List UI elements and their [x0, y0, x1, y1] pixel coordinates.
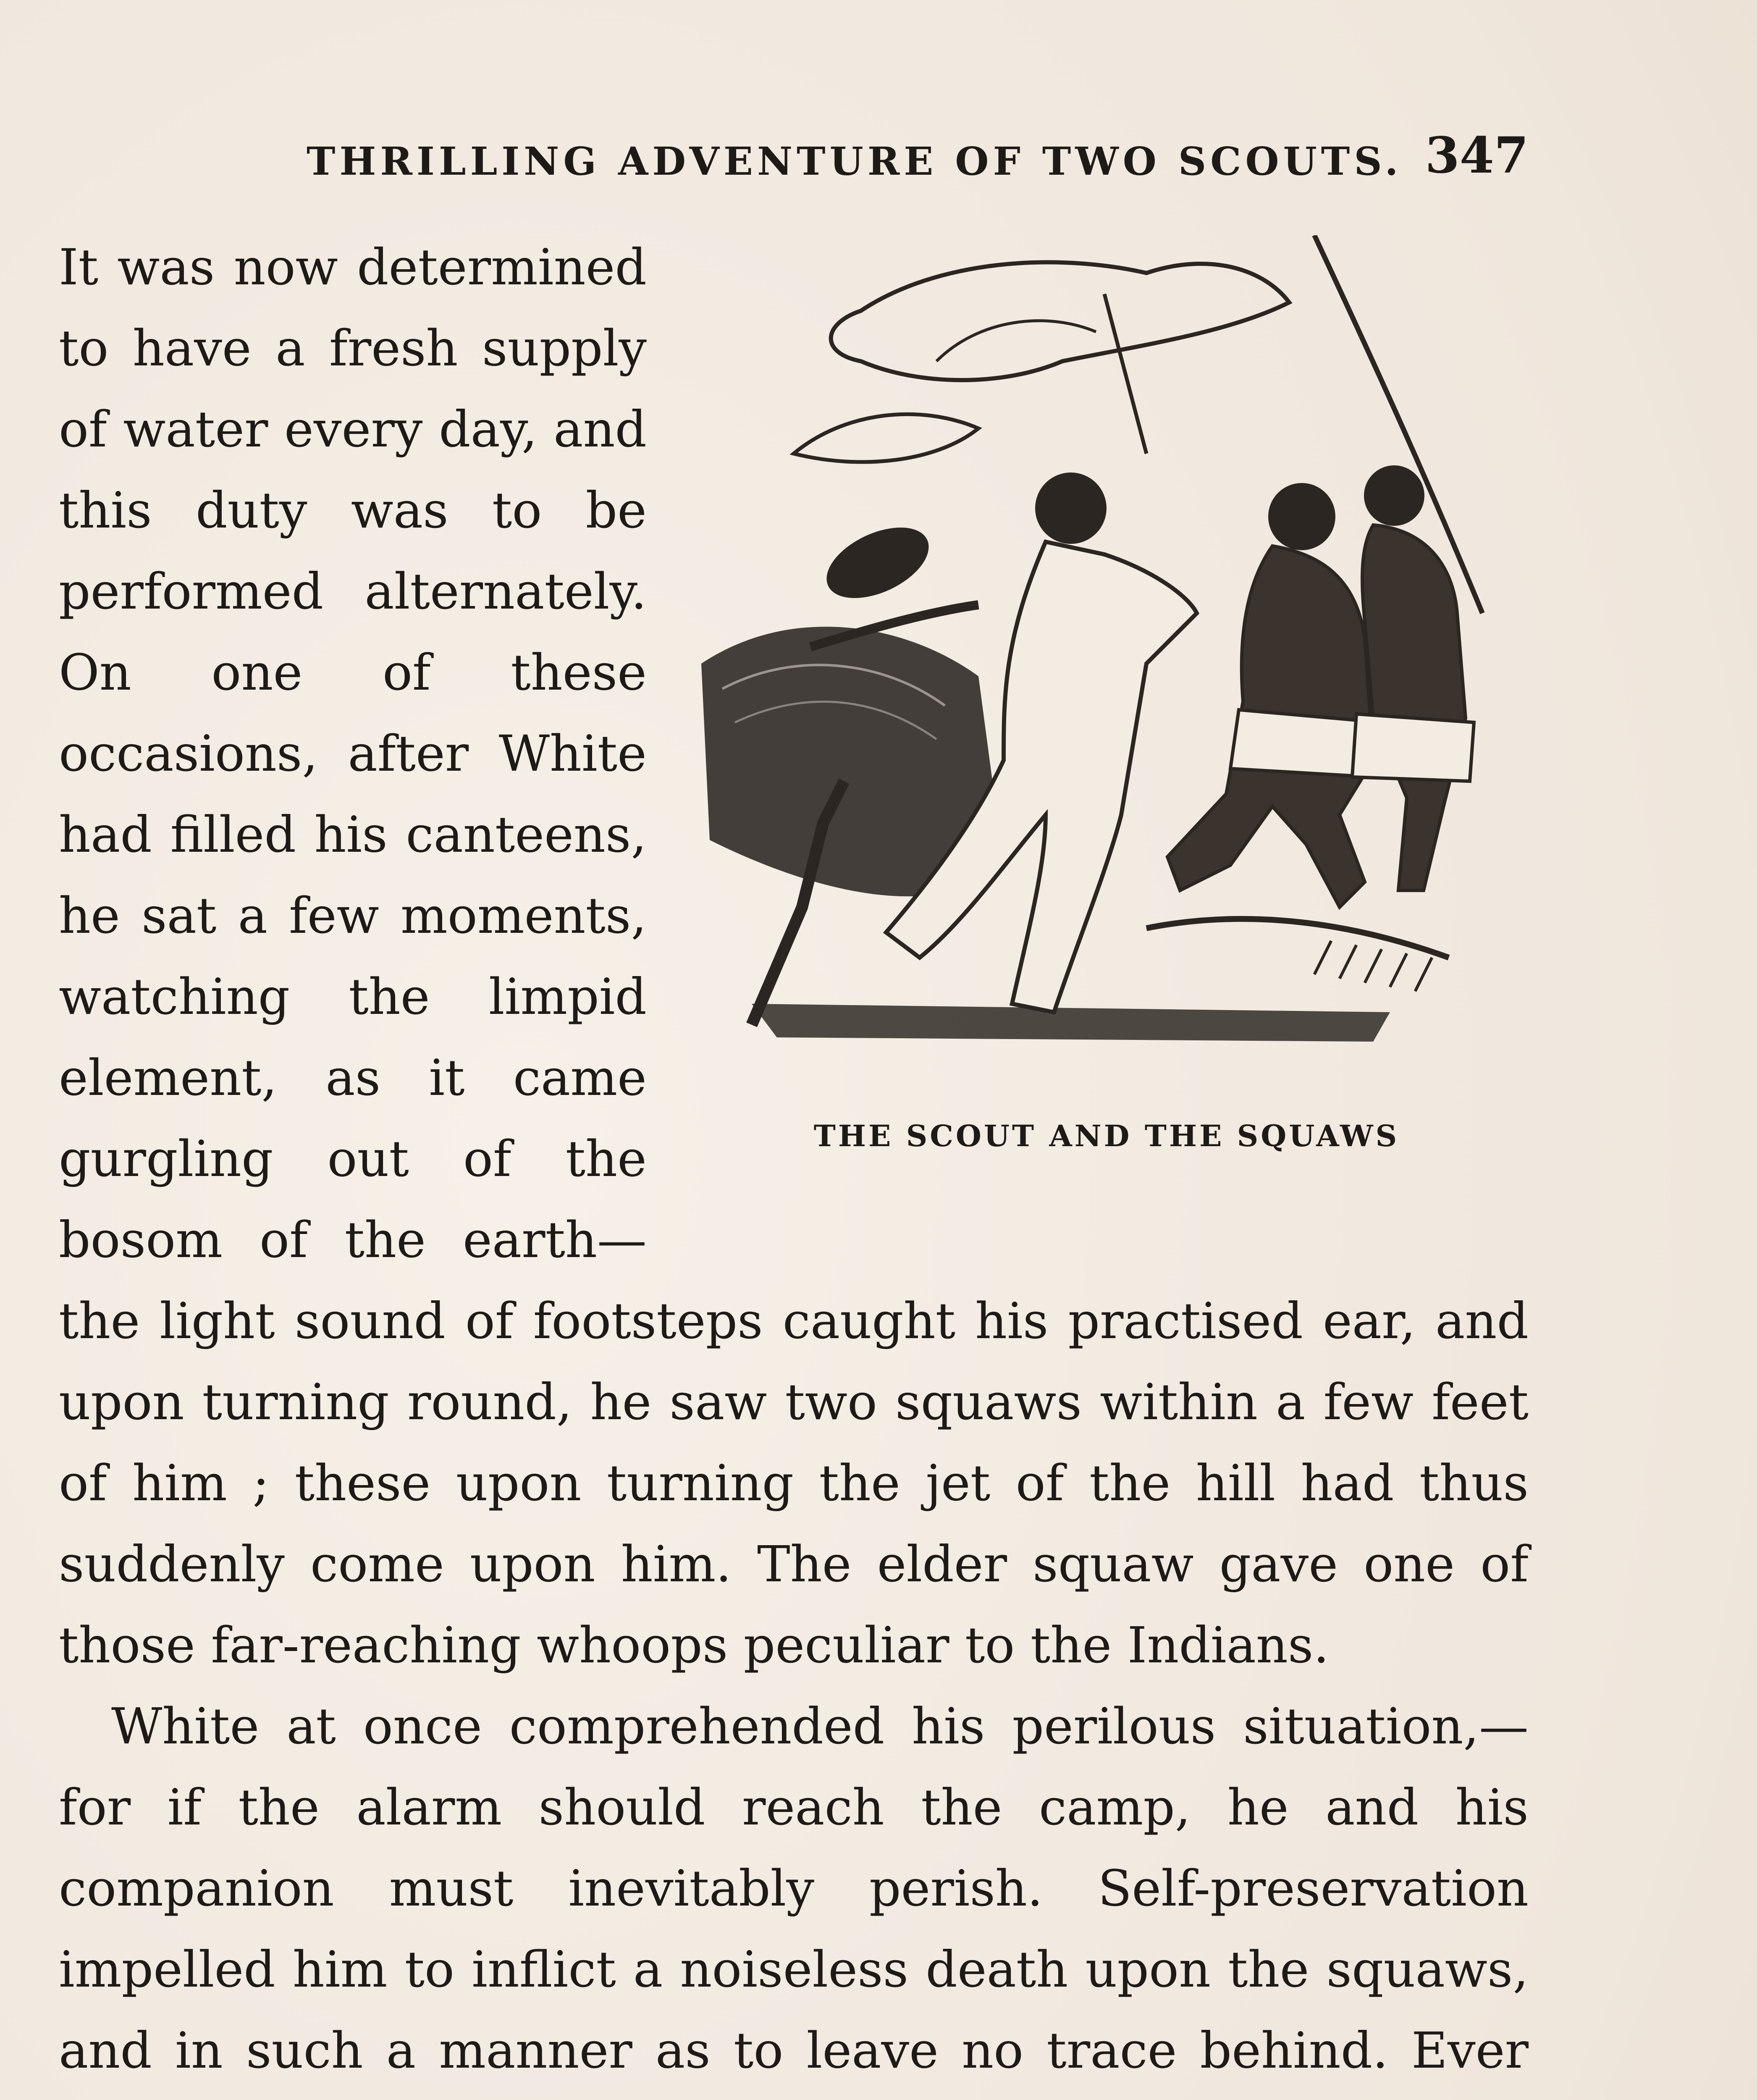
- paragraph-1-text: It was now determined to have a fresh supply of water every day, and this duty was to be performed alternately. On one of these occasions, after White had filled his canteens, he sat a few moments, watching the limpid element, as it came gurgling out of the bosom of the earth—the light sound of footsteps caught his practised ear, and upon turning round, he saw two squaws within a few feet of him ; these upon turning the jet of the hill had thus suddenly come upon him. The elder squaw gave one of those far-reaching whoops peculiar to the Indians.: [59, 238, 1529, 1674]
- running-head: THRILLING ADVENTURE OF TWO SCOUTS.: [307, 139, 1403, 184]
- scout-and-squaws-engraving: [684, 235, 1529, 1105]
- body-text: [59, 227, 1529, 2100]
- page-header: [59, 122, 1529, 197]
- page-number: 347: [1425, 126, 1529, 184]
- illustration-figure: [684, 235, 1529, 1201]
- paragraph-1: [59, 227, 1529, 1686]
- figure-caption: THE SCOUT AND THE SQUAWS: [813, 1118, 1400, 1153]
- paragraph-2: White at once comprehended his perilous situation,—for if the alarm should reach the camp, he and his companion must inevitably perish. Self-preservation impelled him to inflict a noiseless death upon the squaws, and in such a manner as to leave no trace behind. Ever: [59, 1697, 1529, 2079]
